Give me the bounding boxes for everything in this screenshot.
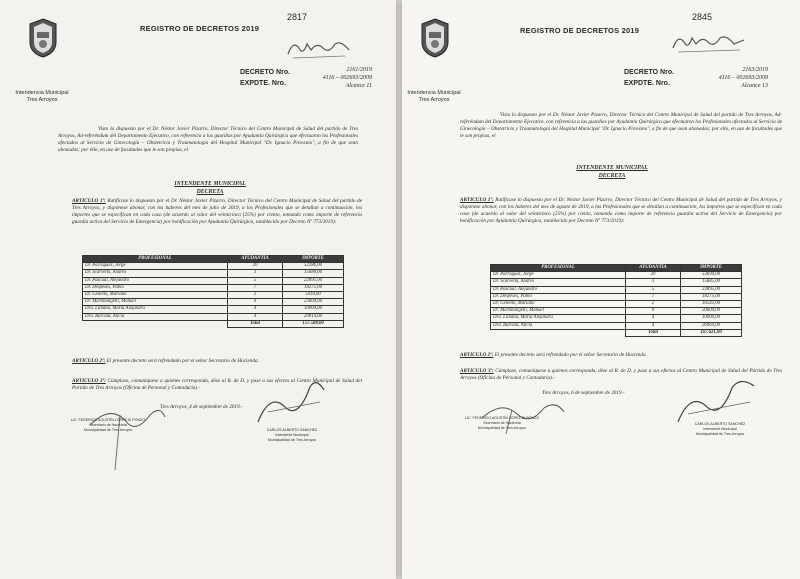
table-row xyxy=(491,286,742,293)
decree-page-1 xyxy=(0,0,396,579)
cell-ayudantia: 3 xyxy=(626,279,681,286)
date-line: Tres Arroyos, 6 de septiembre de 2019.- xyxy=(542,390,625,396)
visto-paragraph: Visto lo dispuesto por el Dr. Néstor Javier Pizarro, Director Técnico del Centro Municipal de Salud del partido de Tres Arroyos, Ad-referéndum del Departamento Ejecutivo, con referencia a las guardias por Ayudantía Quirúrgica que efectuaron los Profesionales afectados al Servicio de Ginecología – Obstetricia y Traumatología del Hospital Municipal "Dr. Ignacio Pirovano", a fin de que sean abonadas; por ello, en uso de facultades que le son propias, el xyxy=(58,126,358,153)
intendente-heading xyxy=(552,164,672,180)
intendente-label: INTENDENTE MUNICIPAL xyxy=(576,165,648,171)
expdte-label: EXPDTE. Nro. xyxy=(624,80,670,87)
cell-importe: 23895,00 xyxy=(681,286,742,293)
table-row xyxy=(491,272,742,279)
cell-ayudantia: 4 xyxy=(228,306,283,313)
decree-page-2 xyxy=(402,0,800,579)
table-row xyxy=(83,263,344,270)
registro-title: REGISTRO DE DECRETOS 2019 xyxy=(140,24,260,33)
cell-profesional: Dr. Martinangelli, Manuel xyxy=(491,308,626,315)
cell-profesional: Dra. Llibana, María Alejandra xyxy=(83,306,228,313)
cell-importe: 18275,00 xyxy=(283,284,344,291)
signature-left xyxy=(80,395,170,475)
signer-name: CARLOS ALBERTO SANCHEZ xyxy=(266,428,318,432)
intendente-heading xyxy=(150,180,270,196)
cell-ayudantia: 2 xyxy=(228,292,283,299)
articulo-2-label: ARTICULO 2º: xyxy=(460,352,494,358)
signer-role: Intendente Municipal xyxy=(703,427,737,431)
decreto-values xyxy=(692,66,768,90)
decreto-values xyxy=(300,66,372,90)
signer-name: LIC. FEDERICO AGUSTÍN LÓPEZ DI PONZO xyxy=(70,418,146,422)
table-row xyxy=(83,313,344,320)
articulo-2 xyxy=(460,352,782,359)
cell-profesional: Dr. Scarvella, Andrés xyxy=(491,279,626,286)
articulo-1-text: Ratificase lo dispuesto por el Dr. Néstor Javier Pizarro, Director Técnico del Centro Municipal de Salud del partido de Tres Arroyos, y dispónese abonar, con los haberes del mes de agosto de 2019, a los Profesionales que se detallan a continuación, los importes que se especifican en cada caso (de acuerdo al valor del veinticinco (25%) por ciento, tomando como importe de referencia guardia activa del Servicio de Emergencia) por bonificación por Ayudantía Quirúrgica, establecido por Decreto Nº 773/2019): xyxy=(460,197,782,224)
cell-ayudantia: 4 xyxy=(626,322,681,329)
cell-importe: 22895,00 xyxy=(283,277,344,284)
column-header: PROFESIONAL xyxy=(83,256,228,263)
cell-importe: 20814,00 xyxy=(283,313,344,320)
cell-ayudantia: 9 xyxy=(626,308,681,315)
signer-name: LIC. FEDERICO AGUSTÍN LÓPEZ DI PONZO xyxy=(464,416,540,420)
signature-block-right xyxy=(252,428,332,443)
cell-importe: 23604,00 xyxy=(283,299,344,306)
decreta-label: DECRETA xyxy=(196,189,224,195)
decreto-label: DECRETO Nro. xyxy=(240,69,291,76)
table-header-row xyxy=(491,265,742,272)
registro-number: 2817 xyxy=(287,12,308,22)
cell-ayudantia: 4 xyxy=(626,315,681,322)
cell-profesional: Dra. Barcala, Alicia xyxy=(491,322,626,329)
cell-importe: 18275,00 xyxy=(681,293,742,300)
cell-ayudantia: 4 xyxy=(228,313,283,320)
table-row xyxy=(83,270,344,277)
expdte-number: 4116 – 002693/2009 xyxy=(718,75,768,81)
articulo-1 xyxy=(460,197,782,225)
cell-ayudantia: 3 xyxy=(228,270,283,277)
cell-ayudantia: 7 xyxy=(626,293,681,300)
municipality-line: Intendencia Municipal xyxy=(407,90,461,96)
articulo-3-text: Cúmplase, comuníquese a quienes corresponda, dése al R. de D. y pase a sus efectos al Centro Municipal de Salud del Partido de Tres Arroyos (Oficina de Personal y Contaduría).- xyxy=(460,368,782,381)
cell-profesional: Dra. Barcala, Alicia xyxy=(83,313,228,320)
articulo-1 xyxy=(72,198,362,226)
cell-profesional: Dr. Parraguez, Jorge xyxy=(491,272,626,279)
articulo-1-label: ARTICULO 1º: xyxy=(72,198,106,204)
cell-profesional: Dr. Despeses, Pablo xyxy=(83,284,228,291)
table-row xyxy=(83,277,344,284)
table-total-row xyxy=(491,329,742,336)
cell-ayudantia: 20 xyxy=(626,272,681,279)
alcance: Alcance 13 xyxy=(741,83,768,89)
decreta-label: DECRETA xyxy=(598,173,626,179)
cell-profesional: Dr. Scarvella, Andrés xyxy=(83,270,228,277)
cell-importe: 26064,00 xyxy=(681,322,742,329)
payments-table xyxy=(82,255,344,328)
articulo-3-text: Cúmplase, comuníquese a quienes corresponda, dése al R. de D. y pase a sus efectos al Centro Municipal de Salud del Partido de Tres Arroyos (Oficina de Personal y Contaduría).- xyxy=(72,378,363,391)
table-header-row xyxy=(83,256,344,263)
cell-ayudantia: 7 xyxy=(228,284,283,291)
cell-profesional: Dr. Parraguez, Jorge xyxy=(83,263,228,270)
column-header: IMPORTE xyxy=(681,265,742,272)
articulo-3-label: ARTICULO 3º: xyxy=(72,378,106,384)
table-row xyxy=(83,306,344,313)
cell-importe: 10000,00 xyxy=(283,306,344,313)
expdte-number: 4116 – 002693/2009 xyxy=(322,75,372,81)
total-value: 157.588,00 xyxy=(283,320,344,327)
cell-profesional: Dr. Pascual, Alejandro xyxy=(491,286,626,293)
column-header: PROFESIONAL xyxy=(491,265,626,272)
articulo-2-text: El presente decreto será refrendado por el señor Secretario de Hacienda. xyxy=(494,352,647,358)
cell-importe: 10542,00 xyxy=(681,301,742,308)
cell-ayudantia: 5 xyxy=(228,277,283,284)
signer-role: Intendente Municipal xyxy=(275,433,309,437)
municipal-seal-icon xyxy=(420,18,450,58)
municipality-city: Tres Arroyos xyxy=(418,97,450,103)
table-row xyxy=(491,301,742,308)
cell-profesional: Dr. Genello, Mariano xyxy=(83,292,228,299)
cell-profesional: Dr. Pascual, Alejandro xyxy=(83,277,228,284)
cell-importe: 15680,00 xyxy=(283,270,344,277)
total-label: Total xyxy=(228,320,283,327)
cell-profesional: Dra. Llibana, María Alejandra xyxy=(491,315,626,322)
column-header: AYUDANTÍA xyxy=(228,256,283,263)
signature-right xyxy=(250,372,330,432)
payments-table xyxy=(490,264,742,337)
column-header: IMPORTE xyxy=(283,256,344,263)
signer-name: CARLOS ALBERTO SANCHEZ xyxy=(694,422,746,426)
table-row xyxy=(491,279,742,286)
cell-ayudantia: 2 xyxy=(626,301,681,308)
date-line: Tres Arroyos, 4 de septiembre de 2019.- xyxy=(160,404,243,410)
articulo-3-label: ARTICULO 3º: xyxy=(460,368,494,374)
signer-role: Secretario de Hacienda xyxy=(483,421,521,425)
column-header: AYUDANTÍA xyxy=(626,265,681,272)
expdte-label: EXPDTE. Nro. xyxy=(240,80,286,87)
cell-profesional: Dr. Martinangelli, Manuel xyxy=(83,299,228,306)
signer-org: Municipalidad de Tres Arroyos xyxy=(83,428,133,432)
intendente-label: INTENDENTE MUNICIPAL xyxy=(174,181,246,187)
handwritten-signature xyxy=(670,30,750,56)
decreto-number: 2163/2019 xyxy=(742,67,768,73)
cell-importe: 15685,00 xyxy=(681,279,742,286)
municipal-seal-icon xyxy=(28,18,58,58)
total-label: Total xyxy=(626,329,681,336)
signer-org: Municipalidad de Tres Arroyos xyxy=(477,426,527,430)
table-row xyxy=(83,284,344,291)
municipality-label xyxy=(402,90,474,104)
visto-paragraph: Visto lo dispuesto por el Dr. Néstor Javier Pizarro, Director Técnico del Centro Municipal de Salud del partido de Tres Arroyos, Ad-referéndum del Departamento Ejecutivo, con referencia a las guardias por Ayudantía Quirúrgica que efectuaron los Profesionales afectados al Servicio de Ginecología – Obstetricia y Traumatología del Hospital Municipal "Dr. Ignacio Pirovano", a fin de que sean abonadas; por ello, en uso de facultades que le son propias, el xyxy=(460,112,782,139)
articulo-1-text: Ratificase lo dispuesto por el Dr. Néstor Javier Pizarro, Director Técnico del Centro Municipal de Salud del partido de Tres Arroyos, y dispónese abonar, con los haberes del mes de julio de 2019, a los Profesionales que se detallan a continuación, los importes que se especifican en cada caso (de acuerdo al valor del veinticinco (25%) por ciento, tomando como importe de referencia guardia activa del Servicio de Emergencia) por bonificación por Ayudantía Quirúrgica, establecido por Decreto Nº 773/2019): xyxy=(72,198,362,225)
table-row xyxy=(83,292,344,299)
signer-org: Municipalidad de Tres Arroyos xyxy=(695,432,745,436)
articulo-1-label: ARTICULO 1º: xyxy=(460,197,494,203)
cell-importe: 5418,00 xyxy=(283,292,344,299)
cell-ayudantia: 20 xyxy=(228,263,283,270)
municipality-line: Intendencia Municipal xyxy=(15,90,69,96)
table-row xyxy=(491,322,742,329)
cell-importe: 53694,00 xyxy=(681,272,742,279)
alcance: Alcance 11 xyxy=(345,83,372,89)
registro-number: 2845 xyxy=(692,12,713,22)
cell-profesional: Dr. Despeses, Pablo xyxy=(491,293,626,300)
articulo-2-text: El presente decreto será refrendado por el señor Secretario de Hacienda. xyxy=(106,358,259,364)
registro-title: REGISTRO DE DECRETOS 2019 xyxy=(520,26,640,35)
table-row xyxy=(491,308,742,315)
signature-block-left xyxy=(462,416,542,431)
municipality-city: Tres Arroyos xyxy=(26,97,58,103)
cell-importe: 10000,00 xyxy=(681,315,742,322)
table-total-row xyxy=(83,320,344,327)
cell-ayudantia: 9 xyxy=(228,299,283,306)
signer-org: Municipalidad de Tres Arroyos xyxy=(267,438,317,442)
cell-importe: 52286,00 xyxy=(283,263,344,270)
decreto-number: 2161/2019 xyxy=(346,67,372,73)
articulo-2-label: ARTICULO 2º: xyxy=(72,358,106,364)
total-value: 167.621,00 xyxy=(681,329,742,336)
table-row xyxy=(491,315,742,322)
handwritten-signature xyxy=(285,36,355,62)
signer-role: Secretario de Hacienda xyxy=(89,423,127,427)
decreto-label: DECRETO Nro. xyxy=(624,69,675,76)
cell-profesional: Dr. Genello, Mariano xyxy=(491,301,626,308)
table-row xyxy=(491,293,742,300)
articulo-2 xyxy=(72,358,362,365)
cell-ayudantia: 5 xyxy=(626,286,681,293)
signature-block-right xyxy=(680,422,760,437)
signature-block-left xyxy=(68,418,148,433)
table-row xyxy=(83,299,344,306)
municipality-label xyxy=(2,90,82,104)
cell-importe: 20604,00 xyxy=(681,308,742,315)
